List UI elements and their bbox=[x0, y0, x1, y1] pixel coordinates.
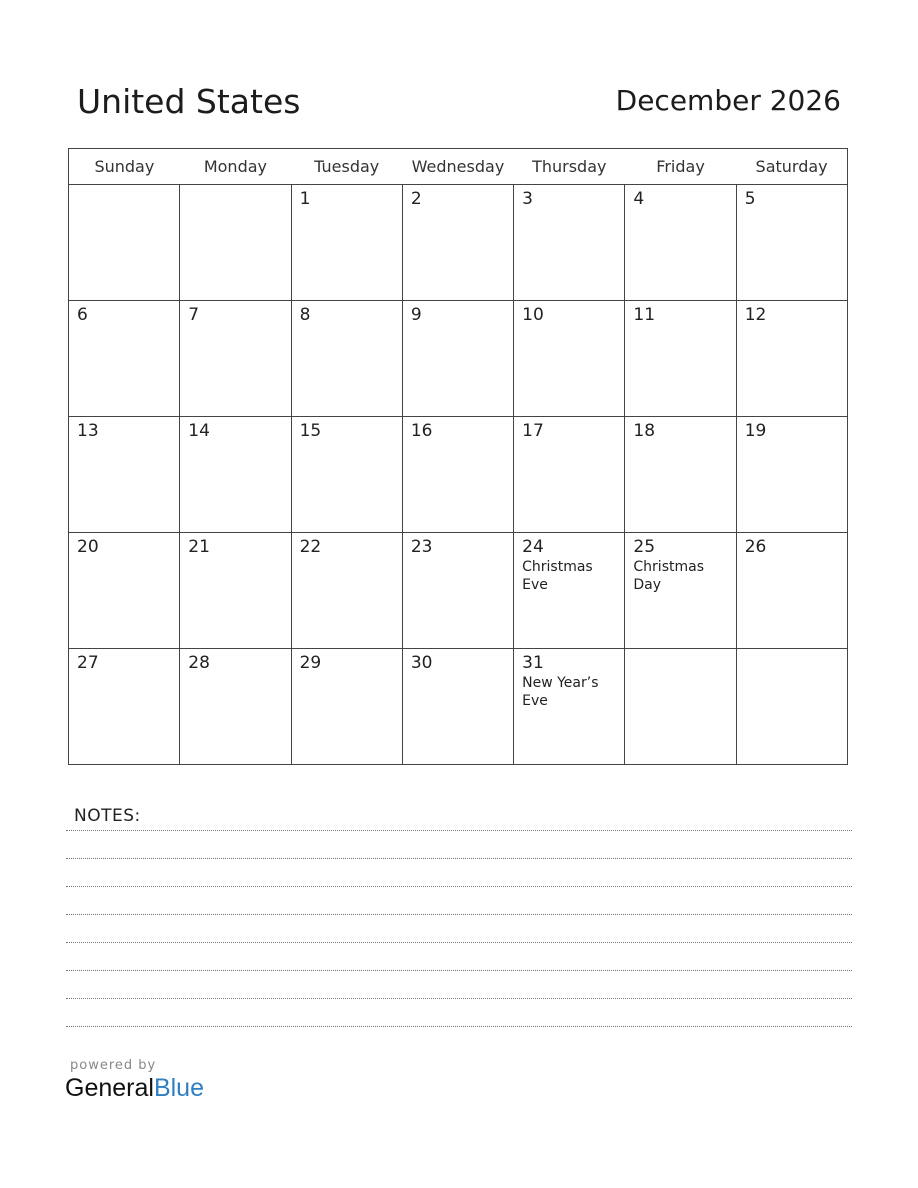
week-row bbox=[69, 649, 848, 765]
day-cell[interactable] bbox=[402, 185, 513, 301]
day-number: 28 bbox=[188, 653, 210, 673]
note-line[interactable] bbox=[66, 942, 852, 943]
day-number: 11 bbox=[633, 305, 656, 325]
day-number: 6 bbox=[77, 305, 88, 325]
weekday-header: Thursday bbox=[514, 149, 625, 185]
day-cell[interactable] bbox=[69, 417, 180, 533]
day-cell[interactable] bbox=[402, 417, 513, 533]
day-cell[interactable] bbox=[180, 417, 291, 533]
day-cell[interactable] bbox=[402, 649, 513, 765]
note-line[interactable] bbox=[66, 886, 852, 887]
day-number: 23 bbox=[410, 537, 433, 557]
day-cell[interactable] bbox=[291, 533, 402, 649]
notes-label: NOTES: bbox=[74, 806, 141, 826]
day-cell[interactable] bbox=[514, 649, 625, 765]
day-number: 14 bbox=[188, 421, 210, 441]
note-line[interactable] bbox=[66, 1026, 852, 1027]
day-number: 20 bbox=[77, 537, 99, 557]
day-cell[interactable] bbox=[736, 185, 847, 301]
weekday-header: Tuesday bbox=[291, 149, 402, 185]
holiday-label: New Year’s Eve bbox=[522, 675, 599, 709]
note-line[interactable] bbox=[66, 830, 852, 831]
note-line[interactable] bbox=[66, 858, 852, 859]
day-cell[interactable] bbox=[291, 301, 402, 417]
day-number: 18 bbox=[633, 421, 656, 441]
day-cell[interactable] bbox=[514, 185, 625, 301]
day-cell[interactable] bbox=[69, 185, 180, 301]
weekday-header: Sunday bbox=[69, 149, 180, 185]
country-title: United States bbox=[77, 82, 301, 121]
day-cell[interactable] bbox=[402, 301, 513, 417]
day-cell[interactable] bbox=[69, 649, 180, 765]
day-number bbox=[180, 185, 290, 188]
day-number: 1 bbox=[299, 189, 311, 209]
note-line[interactable] bbox=[66, 970, 852, 971]
day-number: 7 bbox=[188, 305, 200, 325]
day-cell[interactable] bbox=[625, 649, 736, 765]
day-number: 16 bbox=[410, 421, 433, 441]
day-cell[interactable] bbox=[514, 301, 625, 417]
day-number bbox=[69, 185, 179, 188]
day-number: 29 bbox=[299, 653, 322, 673]
month-year-title: December 2026 bbox=[615, 84, 841, 117]
weekday-header: Monday bbox=[180, 149, 291, 185]
day-cell[interactable] bbox=[180, 301, 291, 417]
day-number bbox=[625, 649, 735, 652]
day-number: 8 bbox=[299, 305, 311, 325]
day-cell[interactable] bbox=[291, 185, 402, 301]
day-cell[interactable] bbox=[514, 417, 625, 533]
day-number: 25 bbox=[633, 537, 656, 557]
day-number: 27 bbox=[77, 653, 99, 673]
day-number bbox=[737, 649, 847, 652]
day-number: 17 bbox=[522, 421, 544, 441]
weekday-header: Wednesday bbox=[402, 149, 513, 185]
note-line[interactable] bbox=[66, 914, 852, 915]
week-row bbox=[69, 533, 848, 649]
day-number: 4 bbox=[633, 189, 645, 209]
calendar-body bbox=[69, 185, 848, 765]
day-cell[interactable] bbox=[180, 649, 291, 765]
weekday-header-row bbox=[69, 149, 848, 185]
day-number: 13 bbox=[77, 421, 99, 441]
day-number: 26 bbox=[744, 537, 767, 557]
day-cell[interactable] bbox=[625, 185, 736, 301]
day-number: 21 bbox=[188, 537, 210, 557]
day-number: 10 bbox=[522, 305, 544, 325]
day-cell[interactable] bbox=[291, 649, 402, 765]
day-number: 5 bbox=[744, 189, 756, 209]
day-number: 9 bbox=[410, 305, 422, 325]
day-cell[interactable] bbox=[736, 301, 847, 417]
week-row bbox=[69, 417, 848, 533]
day-number: 12 bbox=[744, 305, 767, 325]
weekday-header: Friday bbox=[625, 149, 736, 185]
day-cell[interactable] bbox=[69, 533, 180, 649]
note-line[interactable] bbox=[66, 998, 852, 999]
brand-blue: Blue bbox=[153, 1074, 204, 1102]
week-row bbox=[69, 301, 848, 417]
day-cell[interactable] bbox=[514, 533, 625, 649]
day-cell[interactable] bbox=[402, 533, 513, 649]
day-cell[interactable] bbox=[625, 417, 736, 533]
day-number: 30 bbox=[410, 653, 433, 673]
day-cell[interactable] bbox=[736, 533, 847, 649]
day-number: 15 bbox=[299, 421, 322, 441]
day-cell[interactable] bbox=[625, 533, 736, 649]
holiday-label: Christmas Day bbox=[633, 559, 704, 593]
calendar-grid bbox=[68, 148, 848, 765]
generalblue-logo[interactable] bbox=[65, 1074, 204, 1103]
day-cell[interactable] bbox=[180, 533, 291, 649]
weekday-header: Saturday bbox=[736, 149, 847, 185]
day-number: 2 bbox=[410, 189, 422, 209]
holiday-label: Christmas Eve bbox=[522, 559, 593, 593]
day-cell[interactable] bbox=[736, 417, 847, 533]
brand-general: General bbox=[65, 1074, 154, 1102]
day-number: 19 bbox=[744, 421, 767, 441]
day-cell[interactable] bbox=[180, 185, 291, 301]
day-number: 3 bbox=[522, 189, 533, 209]
day-cell[interactable] bbox=[625, 301, 736, 417]
day-number: 24 bbox=[522, 537, 544, 557]
day-number: 31 bbox=[522, 653, 544, 673]
day-cell[interactable] bbox=[291, 417, 402, 533]
day-cell[interactable] bbox=[736, 649, 847, 765]
day-cell[interactable] bbox=[69, 301, 180, 417]
day-number: 22 bbox=[299, 537, 322, 557]
week-row bbox=[69, 185, 848, 301]
powered-by-text: powered by bbox=[70, 1058, 157, 1073]
